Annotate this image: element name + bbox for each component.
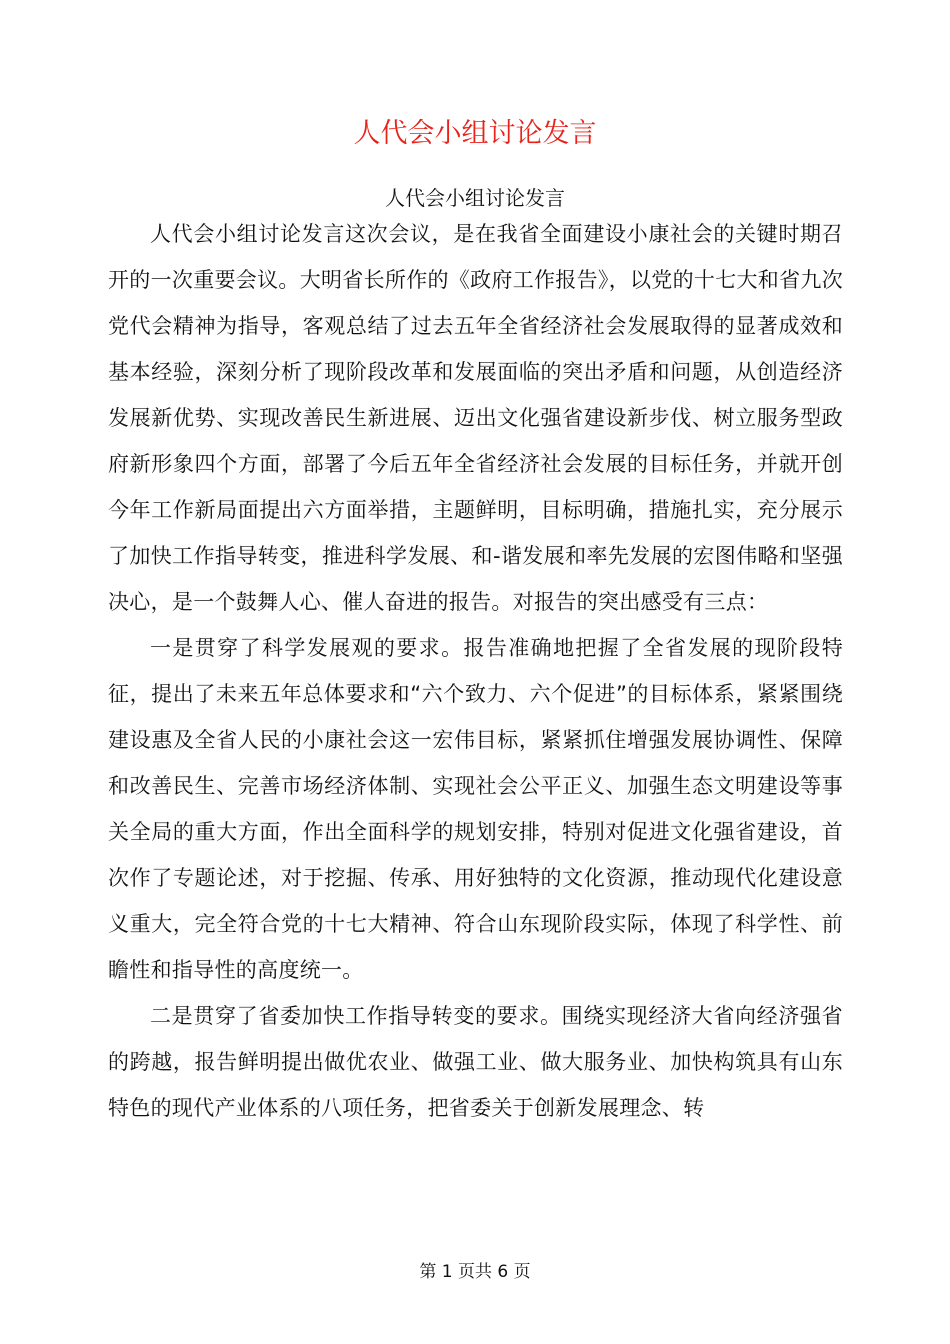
document-subtitle: 人代会小组讨论发言 [385,186,565,210]
body-paragraph: 二是贯穿了省委加快工作指导转变的要求。围绕实现经济大省向经济强省的跨越，报告鲜明提出做优农业、做强工业、做大服务业、加快构筑具有山东特色的现代产业体系的八项任务，把省委关于创新发展理念、转 [108,1004,843,1120]
document-body [108,211,843,1131]
body-paragraph: 一是贯穿了科学发展观的要求。报告准确地把握了全省发展的现阶段特征，提出了未来五年总体要求和“六个致力、六个促进”的目标体系，紧紧围绕建设惠及全省人民的小康社会这一宏伟目标，紧紧抓住增强发展协调性、保障和改善民生、完善市场经济体制、实现社会公平正义、加强生态文明建设等事关全局的重大方面，作出全面科学的规划安排，特别对促进文化强省建设，首次作了专题论述，对于挖掘、传承、用好独特的文化资源，推动现代化建设意义重大，完全符合党的十七大精神、符合山东现阶段实际，体现了科学性、前瞻性和指导性的高度统一。 [108,636,843,982]
page-number-footer: 第 1 页共 6 页 [419,1262,531,1282]
body-paragraph: 人代会小组讨论发言这次会议，是在我省全面建设小康社会的关键时期召开的一次重要会议。大明省长所作的《政府工作报告》，以党的十七大和省九次党代会精神为指导，客观总结了过去五年全省经济社会发展取得的显著成效和基本经验，深刻分析了现阶段改革和发展面临的突出矛盾和问题，从创造经济发展新优势、实现改善民生新进展、迈出文化强省建设新步伐、树立服务型政府新形象四个方面，部署了今后五年全省经济社会发展的目标任务，并就开创今年工作新局面提出六方面举措，主题鲜明，目标明确，措施扎实，充分展示了加快工作指导转变，推进科学发展、和-谐发展和率先发展的宏图伟略和坚强决心，是一个鼓舞人心、催人奋进的报告。对报告的突出感受有三点： [108,222,843,614]
document-title: 人代会小组讨论发言 [353,118,597,149]
